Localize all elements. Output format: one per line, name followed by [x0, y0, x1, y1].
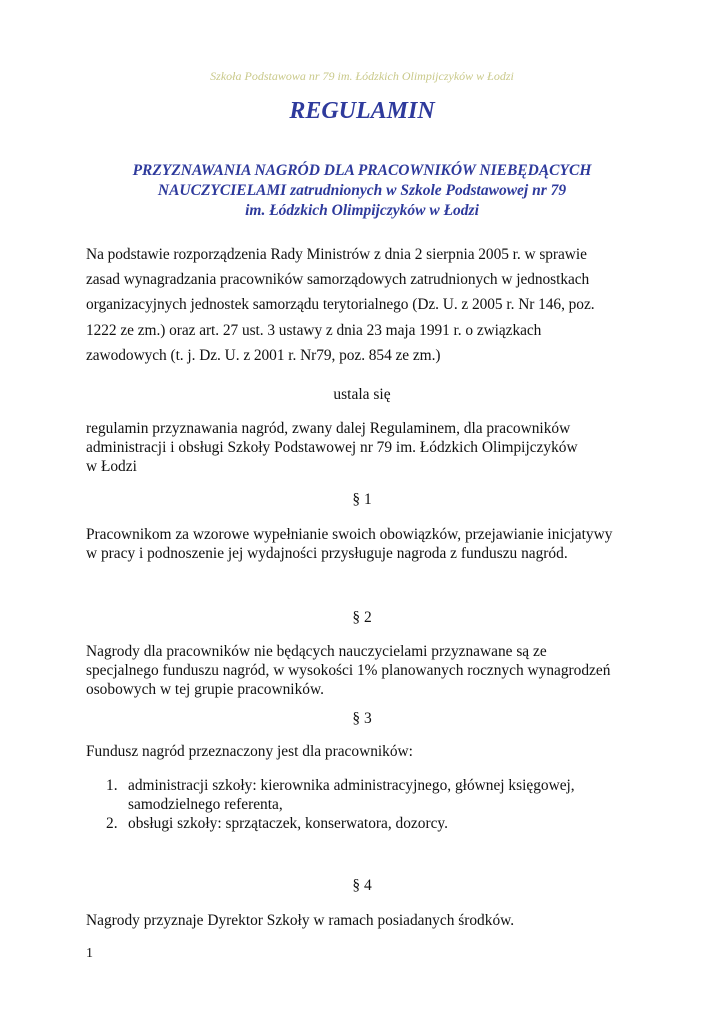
page-number: 1	[86, 946, 93, 961]
paragraph-line: Pracownikom za wzorowe wypełnianie swoich obowiązków, przejawianie inicjatywy	[86, 526, 613, 543]
paragraph-line: Na podstawie rozporządzenia Rady Ministrów z dnia 2 sierpnia 2005 r. w sprawie	[86, 246, 587, 263]
document-title: REGULAMIN	[289, 98, 435, 124]
subtitle-line: NAUCZYCIELAMI zatrudnionych w Szkole Podstawowej nr 79	[157, 182, 567, 199]
subtitle-line: PRZYZNAWANIA NAGRÓD DLA PRACOWNIKÓW NIEBĘDĄCYCH	[132, 162, 592, 179]
intro-paragraph	[86, 419, 646, 476]
section-mark-4: § 4	[352, 877, 372, 894]
paragraph-line: zasad wynagradzania pracowników samorządowych zatrudnionych w jednostkach	[86, 271, 590, 289]
paragraph-line: Nagrody dla pracowników nie będących nauczycielami przyznawane są ze	[86, 643, 547, 660]
list-number: 2.	[106, 815, 118, 832]
section-mark-3: § 3	[352, 710, 372, 727]
list-number: 1.	[106, 777, 118, 794]
section-1-text	[86, 525, 646, 563]
ustala-line: ustala się	[333, 386, 391, 403]
section-2-text	[86, 642, 646, 699]
paragraph-line: w pracy i podnoszenie jej wydajności przysługuje nagroda z funduszu nagród.	[86, 545, 568, 562]
list-item-line: obsługi szkoły: sprzątaczek, konserwatora, dozorcy.	[128, 815, 448, 832]
list-item-line: samodzielnego referenta,	[128, 796, 283, 813]
paragraph-line: regulamin przyznawania nagród, zwany dalej Regulaminem, dla pracowników	[86, 420, 571, 437]
document-subtitle	[80, 161, 644, 221]
paragraph-line: w Łodzi	[86, 458, 137, 475]
paragraph-line: 1222 ze zm.) oraz art. 27 ust. 3 ustawy z dnia 23 maja 1991 r. o związkach	[86, 321, 542, 339]
paragraph-line: zawodowych (t. j. Dz. U. z 2001 r. Nr79, poz. 854 ze zm.)	[86, 346, 441, 364]
list-item	[86, 776, 646, 814]
school-header: Szkoła Podstawowa nr 79 im. Łódzkich Olimpijczyków w Łodzi	[210, 69, 514, 83]
paragraph-line: Nagrody przyznaje Dyrektor Szkoły w ramach posiadanych środków.	[86, 912, 515, 929]
paragraph-line: specjalnego funduszu nagród, w wysokości 1% planowanych rocznych wynagrodzeń	[86, 662, 611, 679]
paragraph-line: osobowych w tej grupie pracowników.	[86, 681, 324, 698]
employee-groups-list	[86, 776, 646, 833]
paragraph-line: Fundusz nagród przeznaczony jest dla pracowników:	[86, 743, 413, 760]
paragraph-line: administracji i obsługi Szkoły Podstawowej nr 79 im. Łódzkich Olimpijczyków	[86, 439, 578, 456]
section-3-text	[86, 742, 646, 761]
section-mark-2: § 2	[352, 609, 372, 626]
section-mark-1: § 1	[352, 491, 372, 508]
list-item	[86, 814, 646, 833]
list-item-line: administracji szkoły: kierownika administracyjnego, głównej księgowej,	[128, 777, 575, 794]
paragraph-line: organizacyjnych jednostek samorządu terytorialnego (Dz. U. z 2005 r. Nr 146, poz.	[86, 296, 595, 314]
subtitle-line: im. Łódzkich Olimpijczyków w Łodzi	[245, 202, 479, 219]
legal-basis-paragraph	[86, 242, 646, 368]
section-4-text	[86, 911, 646, 930]
